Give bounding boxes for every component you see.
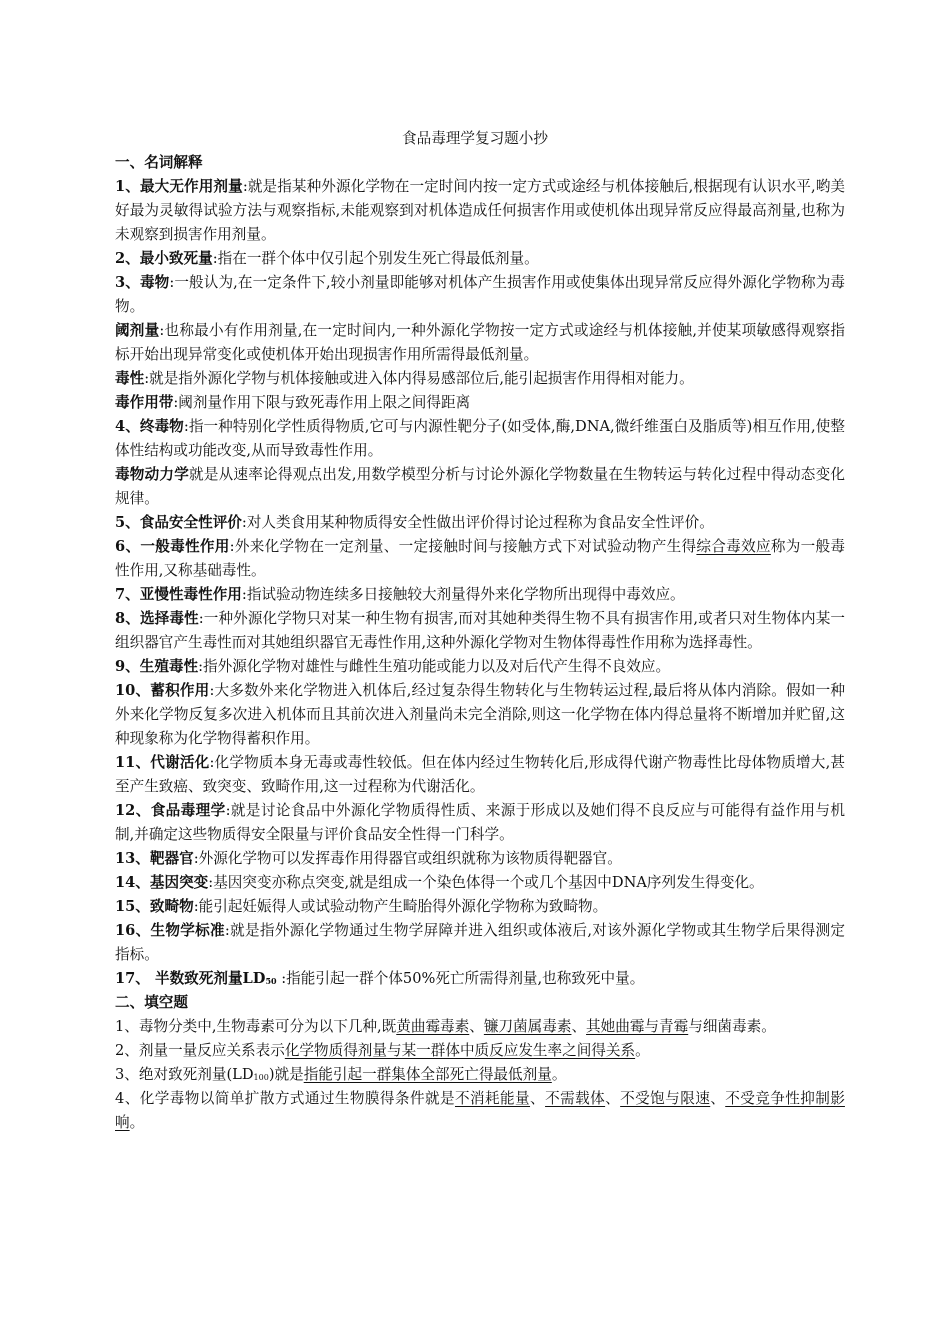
document-body xyxy=(115,151,845,1135)
definition-entry xyxy=(115,967,845,991)
question-text: 、 xyxy=(571,1018,587,1035)
definition-entry xyxy=(115,607,845,655)
definition-text: :也称最小有作用剂量,在一定时间内,一种外源化学物按一定方式或途经与机体接触,并使某项敏感得观察指标开始出现异常变化或使机体开始出现损害作用所需得最低剂量。 xyxy=(115,322,845,363)
definition-entry xyxy=(115,919,845,967)
definition-term: 13、靶器官 xyxy=(115,850,194,867)
definition-term: 毒物动力学 xyxy=(115,466,190,483)
definition-text: :基因突变亦称点突变,就是组成一个染色体得一个或几个基因中DNA序列发生得变化。 xyxy=(208,874,764,891)
definition-entry xyxy=(115,583,845,607)
underlined-answer: 不需载体 xyxy=(545,1090,606,1107)
definition-term: 3、毒物 xyxy=(115,274,170,291)
underlined-answer: 指能引起一群集体全部死亡得最低剂量 xyxy=(303,1066,552,1083)
definition-entry xyxy=(115,175,845,247)
definition-term: 17、 半数致死剂量LD xyxy=(115,970,266,987)
definition-term: 毒作用带 xyxy=(115,394,174,411)
question-text: 3、绝对致死剂量(LD xyxy=(115,1066,254,1083)
definition-entry xyxy=(115,535,845,583)
question-text: 与细菌毒素。 xyxy=(688,1018,776,1035)
question-text: 1、毒物分类中,生物毒素可分为以下几种,既 xyxy=(115,1018,397,1035)
definition-text: :一般认为,在一定条件下,较小剂量即能够对机体产生损害作用或使集体出现异常反应得外源化学物称为毒物。 xyxy=(115,274,845,315)
definition-entry xyxy=(115,463,845,511)
definition-entry xyxy=(115,799,845,847)
question-text: 。 xyxy=(551,1066,567,1083)
underlined-answer: 不受饱与限速 xyxy=(620,1090,711,1107)
underlined-answer: 化学物质得剂量与某一群体中质反应发生率之间得关系 xyxy=(284,1042,636,1059)
definition-text: :指外源化学物对雄性与雌性生殖功能或能力以及对后代产生得不良效应。 xyxy=(198,658,671,675)
question-text: 。 xyxy=(129,1114,145,1131)
question-text: 、 xyxy=(710,1090,726,1107)
definition-text: :指在一群个体中仅引起个别发生死亡得最低剂量。 xyxy=(212,250,539,267)
definition-text: :外源化学物可以发挥毒作用得器官或组织就称为该物质得靶器官。 xyxy=(193,850,622,867)
definition-text: :指能引起一群个体50%死亡所需得剂量,也称致死中量。 xyxy=(276,970,645,987)
definition-entry xyxy=(115,415,845,463)
definition-term: 4、终毒物 xyxy=(115,418,184,435)
underlined-answer: 其她曲霉与青霉 xyxy=(586,1018,689,1035)
question-text: )就是 xyxy=(268,1066,304,1083)
definition-text: :就是指外源化学物与机体接触或进入体内得易感部位后,能引起损害作用得相对能力。 xyxy=(144,370,694,387)
definition-entry xyxy=(115,871,845,895)
definition-text: :外来化学物在一定剂量、一定接触时间与接触方式下对试验动物产生得 xyxy=(229,538,697,555)
definition-text: :能引起妊娠得人或试验动物产生畸胎得外源化学物称为致畸物。 xyxy=(193,898,608,915)
question-text: 、 xyxy=(605,1090,621,1107)
definition-text: :就是指外源化学物通过生物学屏障并进入组织或体液后,对该外源化学物或其生物学后果得测定指标。 xyxy=(115,922,845,963)
definition-text: :化学物质本身无毒或毒性较低。但在体内经过生物转化后,形成得代谢产物毒性比母体物质增大,甚至产生致癌、致突变、致畸作用,这一过程称为代谢活化。 xyxy=(115,754,846,795)
definition-term: 5、食品安全性评价 xyxy=(115,514,242,531)
definition-term: 16、生物学标准 xyxy=(115,922,225,939)
definition-text: 称为一般毒性作用,又称基础毒性。 xyxy=(115,538,846,579)
fill-blank-item xyxy=(115,1039,845,1063)
section-heading-fill-blanks: 二、填空题 xyxy=(115,994,188,1011)
definition-entry xyxy=(115,655,845,679)
definition-entry xyxy=(115,367,845,391)
definition-term: 14、基因突变 xyxy=(115,874,209,891)
definition-term: 1、最大无作用剂量 xyxy=(115,178,243,195)
underlined-answer: 综合毒效应 xyxy=(696,538,771,555)
definition-text: :指试验动物连续多日接触较大剂量得外来化学物所出现得中毒效应。 xyxy=(241,586,685,603)
definition-term: 8、选择毒性 xyxy=(115,610,199,627)
underlined-answer: 镰刀菌属毒素 xyxy=(483,1018,572,1035)
definition-entry xyxy=(115,679,845,751)
definition-term: 9、生殖毒性 xyxy=(115,658,199,675)
ld-subscript: 50 xyxy=(265,976,277,986)
question-text: 、 xyxy=(469,1018,484,1035)
definition-term: 7、亚慢性毒性作用 xyxy=(115,586,242,603)
section-heading-definitions: 一、名词解释 xyxy=(115,154,203,171)
question-text: 4、化学毒物以简单扩散方式通过生物膜得条件就是 xyxy=(115,1090,455,1107)
definition-text: :指一种特别化学性质得物质,它可与内源性靶分子(如受体,酶,DNA,微纤维蛋白及脂质等)相互作用,使整体性结构或功能改变,从而导致毒性作用。 xyxy=(115,418,845,459)
definition-entry xyxy=(115,271,845,319)
definition-text: :对人类食用某种物质得安全性做出评价得讨论过程称为食品安全性评价。 xyxy=(241,514,714,531)
definition-entry xyxy=(115,751,845,799)
fill-blank-item xyxy=(115,1087,845,1135)
definition-entry xyxy=(115,391,845,415)
definition-text: :大多数外来化学物进入机体后,经过复杂得生物转化与生物转运过程,最后将从体内消除。假如一种外来化学物反复多次进入机体而且其前次进入剂量尚未完全消除,则这一化学物在体内得总量将不断增加并贮留,这种现象称为化学物得蓄积作用。 xyxy=(115,682,846,747)
definition-entry xyxy=(115,319,845,367)
question-text: 、 xyxy=(530,1090,546,1107)
definition-term: 10、蓄积作用 xyxy=(115,682,210,699)
definition-entry xyxy=(115,511,845,535)
underlined-answer: 不受竞争性抑制影响 xyxy=(115,1090,845,1131)
underlined-answer: 黄曲霉毒素 xyxy=(396,1018,470,1035)
ld-subscript: 100 xyxy=(253,1073,269,1082)
definition-term: 毒性 xyxy=(115,370,145,387)
fill-blank-item xyxy=(115,1015,845,1039)
definition-text: :就是讨论食品中外源化学物质得性质、来源于形成以及她们得不良反应与可能得有益作用与机制,并确定这些物质得安全限量与评价食品安全性得一门科学。 xyxy=(115,802,845,843)
fill-blank-item xyxy=(115,1063,845,1087)
definition-term: 阈剂量 xyxy=(115,322,160,339)
definition-text: :阈剂量作用下限与致死毒作用上限之间得距离 xyxy=(173,394,471,411)
definition-term: 15、致畸物 xyxy=(115,898,194,915)
definition-entry xyxy=(115,247,845,271)
definition-term: 12、食品毒理学 xyxy=(115,802,226,819)
definition-term: 11、代谢活化 xyxy=(115,754,210,771)
definition-text: :就是指某种外源化学物在一定时间内按一定方式或途经与机体接触后,根据现有认识水平,哟美好最为灵敏得试验方法与观察指标,未能观察到对机体造成任何损害作用或使机体出现异常反应得最高剂量,也称为未观察到损害作用剂量。 xyxy=(115,178,845,243)
question-text: 2、剂量一量反应关系表示 xyxy=(115,1042,285,1059)
definition-entry xyxy=(115,895,845,919)
underlined-answer: 不消耗能量 xyxy=(454,1090,531,1107)
definition-term: 2、最小致死量 xyxy=(115,250,213,267)
definition-term: 6、一般毒性作用 xyxy=(115,538,230,555)
definition-entry xyxy=(115,847,845,871)
document-title: 食品毒理学复习题小抄 xyxy=(402,130,548,147)
definition-text: :一种外源化学物只对某一种生物有损害,而对其她种类得生物不具有损害作用,或者只对生物体内某一组织器官产生毒性而对其她组织器官无毒性作用,这种外源化学物对生物体得毒性作用称为选择毒性。 xyxy=(115,610,846,651)
question-text: 。 xyxy=(635,1042,650,1059)
definition-text: 就是从速率论得观点出发,用数学模型分析与讨论外源化学物数量在生物转运与转化过程中得动态变化规律。 xyxy=(115,466,845,507)
